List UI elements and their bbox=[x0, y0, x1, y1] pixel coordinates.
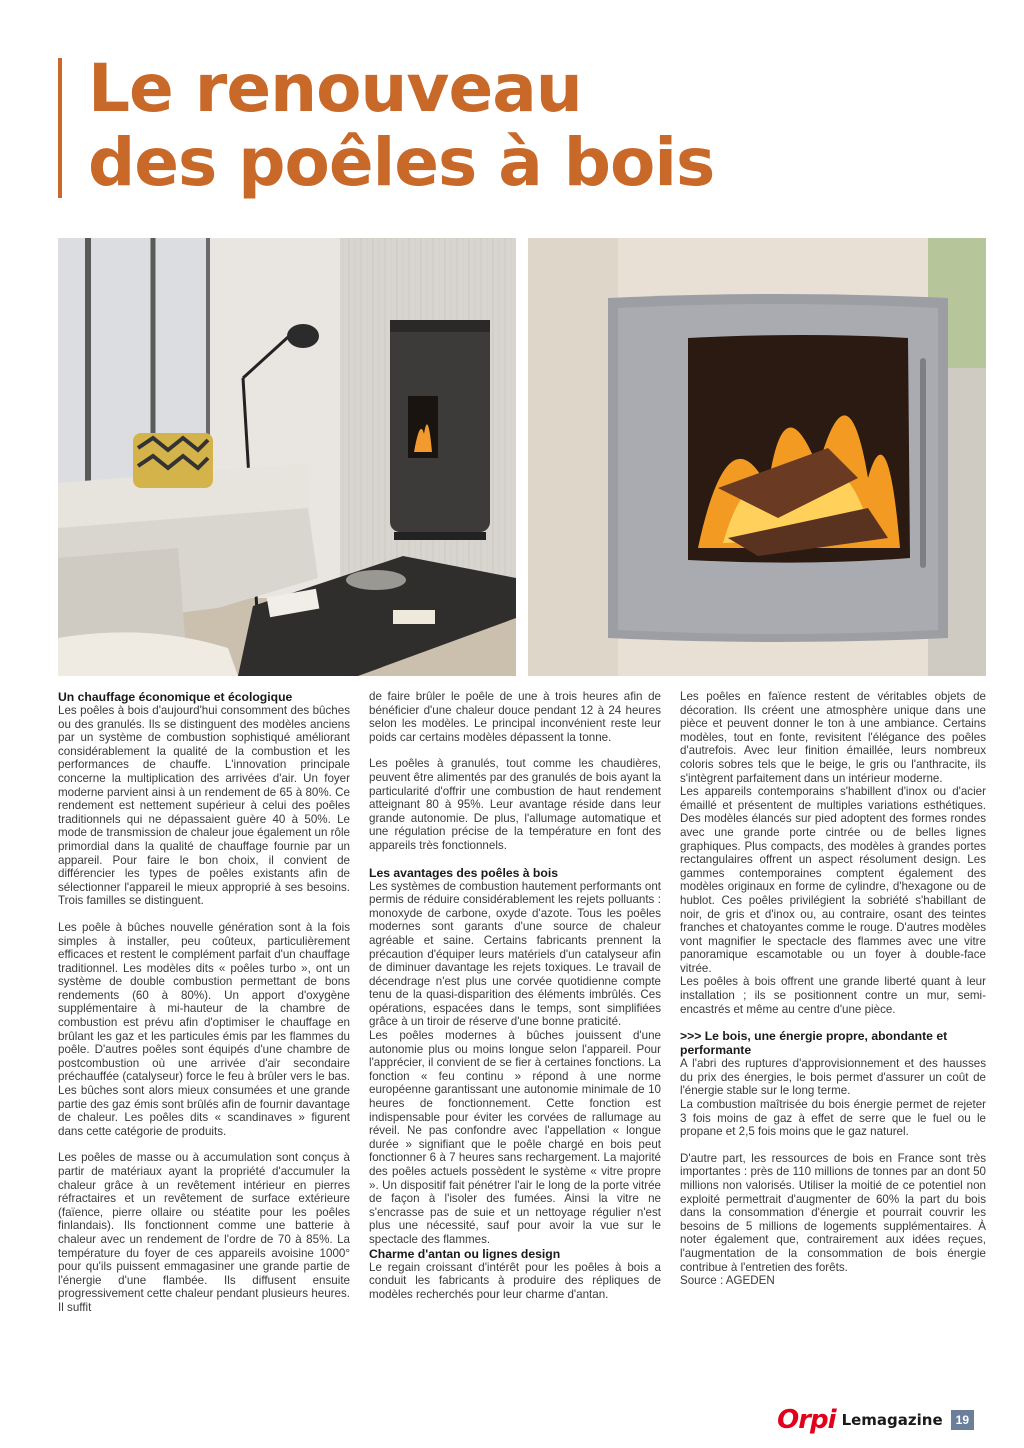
magazine-name: Lemagazine bbox=[841, 1411, 943, 1429]
paragraph: de faire brûler le poêle de une à trois heures afin de bénéficier d'une chaleur douce pendant 12 à 24 heures selon les modèles. Le principal inconvénient reste leur poids car certains modèles dépassent la tonne. bbox=[369, 690, 661, 744]
paragraph: Les poêles à bois d'aujourd'hui consomment des bûches ou des granulés. Ils se distinguent des modèles anciens par un système de combustion sophistiqué améliorant considérablement la qualité de la combustion et les performances de chauffe. L'innovation principale concerne la multiplication des arrivées d'air. Un foyer moderne parvient ainsi à un rendement de 65 à 80%. Ce rendement est nettement supérieur à celui des poêles traditionnels qui ne dépassaient guère 40 à 50%. Le mode de transmission de chaleur joue également un rôle primordial dans la qualité de chauffage fournie par un appareil. Pour faire le bon choix, il convient de différencier les types de poêles existants afin de sélectionner l'appareil le mieux approprié à ses besoins. Trois familles se distinguent. bbox=[58, 704, 350, 908]
fireplace-closeup-photo bbox=[528, 238, 986, 676]
page-number: 19 bbox=[951, 1410, 974, 1430]
paragraph: Les poêles à bois offrent une grande liberté quant à leur installation ; ils se positionnent contre un mur, semi-encastrés et même au centre d'une pièce. bbox=[680, 975, 986, 1016]
paragraph: La combustion maîtrisée du bois énergie permet de rejeter 3 fois moins de gaz à effet de serre que le fuel ou le propane et 2,5 fois moins que le gaz naturel. bbox=[680, 1098, 986, 1139]
page-title bbox=[88, 52, 714, 200]
source-credit: Source : AGEDEN bbox=[680, 1274, 775, 1288]
paragraph: A l'abri des ruptures d'approvisionnement et des hausses du prix des énergies, le bois permet d'assurer un coût de l'énergie stable sur le long terme. bbox=[680, 1057, 986, 1098]
paragraph: D'autre part, les ressources de bois en France sont très importantes : près de 110 millions de tonnes par an dont 50 millions non valorisés. Utiliser la moitié de ce potentiel non exploité permettrait d'augmenter de 60% la part du bois dans la consommation d'énergie et pourrait couvrir les besoins de 5 millions de logements supplémentaires. À noter également que, contrairement aux idées reçues, l'augmentation de la consommation de bois énergie contribue à l'entretien des forêts. bbox=[680, 1151, 986, 1274]
title-line-2: des poêles à bois bbox=[88, 124, 715, 201]
heading-charme: Charme d'antan ou lignes design bbox=[369, 1246, 561, 1261]
paragraph: Les poêles de masse ou à accumulation sont conçus à partir de matériaux ayant la propriété d'accumuler la chaleur grâce à un revêtement intérieur en pierres réfractaires et un revêtement de surface extérieure (faïence, pierre ollaire ou stéatite pour les poêles finlandais). Ils fonctionnent comme une batterie à chaleur avec un rendement de l'ordre de 70 à 85%. La température du foyer de ces appareils avoisine 1000° pour qu'ils puissent emmagasiner une grande partie de l'énergie d'une flambée. Ils diffusent ensuite progressivement cette chaleur pendant plusieurs heures. Il suffit bbox=[58, 1151, 350, 1314]
paragraph: Les poêles en faïence restent de véritables objets de décoration. Ils créent une atmosphère unique dans une pièce et peuvent donner le ton à une ambiance. Certains modèles, tout en fonte, revisitent l'élégance des poêles d'autrefois. Avec leur finition émaillée, leurs nombreux coloris sobres tels que le beige, le gris ou l'anthracite, ils s'intègrent parfaitement dans un intérieur moderne. bbox=[680, 690, 986, 785]
article-column-3 bbox=[680, 690, 986, 1301]
paragraph: Les poêle à bûches nouvelle génération sont à la fois simples à installer, peu coûteux, particulièrement efficaces et restent le complément parfait d'un chauffage traditionnel. Les modèles dits « poêles turbo », ont un système de double combustion permettant de bons rendements (60 à 80%). Un apport d'oxygène supplémentaire à mi-hauteur de la chambre de combustion est prévu afin d'optimiser le chauffage en brûlant les gaz et les particules émis par les flammes du poêle. D'autres poêles sont équipés d'une chambre de postcombustion où une arrivée d'air secondaire préchauffée (catalyseur) force le feu à brûler vers le bas. Les bûches sont alors mieux consumées et une grande partie des gaz émis sont brûlés afin de fournir davantage de chaleur. Les poêles dits « scandinaves » figurent dans cette catégorie de produits. bbox=[58, 920, 350, 1138]
heading-energie: >>> Le bois, une énergie propre, abondante et performante bbox=[680, 1029, 948, 1058]
paragraph: Les appareils contemporains s'habillent d'inox ou d'acier émaillé et présentent de multiples variations esthétiques. Des modèles élancés sur pied adoptent des formes rondes avec une grande porte cintrée ou de belles lignes graphiques. Plus compacts, des modèles à grandes portes rectangulaires offrent un aspect résolument design. Les gammes contemporaines comptent également des modèles originaux en forme de cylindre, d'hexagone ou de hublot. Ces poêles privilégient la sobriété s'habillant de noir, de gris et d'inox ou, au contraire, osant des teintes franches et chatoyantes comme le rouge. D'autres modèles vont magnifier le spectacle des flammes avec une vitre panoramique escamotable ou un foyer à double-face vitrée. bbox=[680, 785, 986, 975]
paragraph: Les poêles modernes à bûches jouissent d'une autonomie plus ou moins longue selon l'appareil. Pour l'apprécier, il convient de se fier à certaines fonctions. La fonction « feu continu » répond à une norme européenne garantissant une autonomie minimale de 10 heures de fonctionnement. Cette fonction est indispensable pour éviter les corvées de rallumage au réveil. Ne pas confondre avec l'appellation « longue durée » signifiant que le poêle chargé en bois peut fonctionner 6 à 7 heures sans rechargement. La majorité des poêles actuels possèdent le système « vitre propre ». Un dispositif fait pénétrer l'air le long de la porte vitrée de façon à l'isoler des fumées. Ainsi la vitre ne s'encrasse pas de suie et un nettoyage régulier n'est plus une nécessité, sauf pour avoir la vue sur le spectacle des flammes. bbox=[369, 1029, 661, 1246]
article-column-2 bbox=[369, 690, 661, 1301]
heading-avantages: Les avantages des poêles à bois bbox=[369, 865, 558, 880]
orpi-logo: Orpi bbox=[777, 1405, 836, 1435]
paragraph: Les poêles à granulés, tout comme les chaudières, peuvent être alimentés par des granulés de bois ayant la particularité d'offrir une combustion de haut rendement atteignant 80 à 95%. Leur avantage réside dans leur grande autonomie. De plus, l'allumage automatique et une régulation précise de la température en font des appareils très fonctionnels. bbox=[369, 757, 661, 852]
article-column-1 bbox=[58, 690, 350, 1315]
paragraph: Le regain croissant d'intérêt pour les poêles à bois a conduit les fabricants à produire des répliques de modèles recherchés pour leur charme d'antan. bbox=[369, 1260, 661, 1301]
living-room-stove-photo bbox=[58, 238, 516, 676]
page-footer bbox=[777, 1405, 974, 1435]
heading-economique: Un chauffage économique et écologique bbox=[58, 690, 293, 704]
title-accent-bar bbox=[58, 58, 62, 198]
paragraph: Les systèmes de combustion hautement performants ont permis de réduire considérablement les rejets polluants : monoxyde de carbone, oxyde d'azote. Tous les poêles modernes sont garants d'une source de chaleur agréable et saine. Certains fabricants prennent la précaution d'équiper leurs matériels d'un catalyseur afin de diminuer davantage les rejets toxiques. Le travail de décendrage n'est plus une corvée quotidienne compte tenu de la quasi-disparition des éléments imbrûlés. Ces opérations, espacées dans le temps, sont simplifiées grâce à un tiroir de réserve d'une bonne praticité. bbox=[369, 879, 661, 1029]
title-line-1: Le renouveau bbox=[88, 50, 582, 127]
